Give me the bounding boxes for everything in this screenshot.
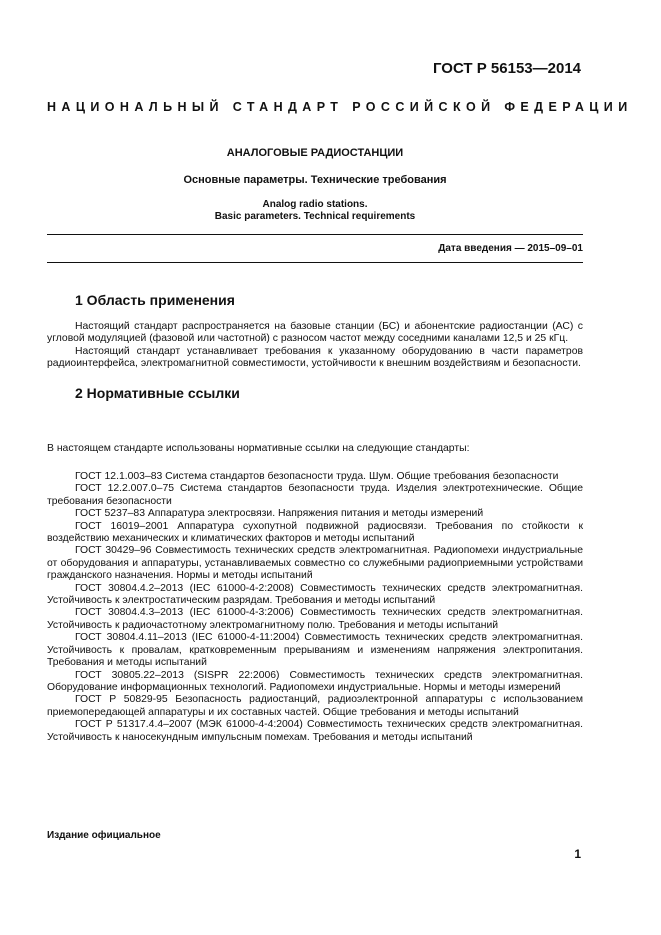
reference-item: ГОСТ Р 51317.4.4–2007 (МЭК 61000-4-4:2004) Совместимость технических средств электромагнитная. Устойчивость к наносекундным импульсным помехам. Требования и методы испытаний <box>47 719 583 743</box>
national-standard-heading: НАЦИОНАЛЬНЫЙ СТАНДАРТ РОССИЙСКОЙ ФЕДЕРАЦИИ <box>47 100 633 114</box>
date-divider <box>47 262 583 263</box>
normative-references-list <box>47 471 583 744</box>
english-title-line-1: Analog radio stations. <box>262 199 368 210</box>
reference-item: ГОСТ 30429–96 Совместимость технических средств электромагнитная. Радиопомехи индустриальные от оборудования и аппаратуры, устанавливаемых совместно со служебными радиоприемными устройствами гражданского назначения. Нормы и методы испытаний <box>47 545 583 582</box>
section-1-paragraph: Настоящий стандарт устанавливает требования к указанному оборудованию в части параметров радиоинтерфейса, электромагнитной совместимости, устойчивости к внешним воздействиям и безопасности. <box>47 345 583 370</box>
reference-item: ГОСТ 30804.4.2–2013 (IEC 61000-4-2:2008) Совместимость технических средств электромагнитная. Устойчивость к электростатическим разрядам. Требования и методы испытаний <box>47 582 583 607</box>
reference-item: ГОСТ 30804.4.3–2013 (IEC 61000-4-3:2006) Совместимость технических средств электромагнитная. Устойчивость к радиочастотному электромагнитному полю. Требования и методы испытаний <box>47 607 583 631</box>
reference-item: ГОСТ 5237–83 Аппаратура электросвязи. Напряжения питания и методы измерений <box>75 508 484 520</box>
document-title: АНАЛОГОВЫЕ РАДИОСТАНЦИИ <box>226 147 404 159</box>
english-title-line-2: Basic parameters. Technical requirements <box>214 211 416 222</box>
reference-item: ГОСТ 12.2.007.0–75 Система стандартов безопасности труда. Изделия электротехнические. Общие требования безопасности <box>47 483 583 507</box>
section-2-intro: В настоящем стандарте использованы нормативные ссылки на следующие стандарты: <box>47 443 470 454</box>
introduction-date: Дата введения — 2015–09–01 <box>438 243 583 254</box>
standard-number: ГОСТ Р 56153—2014 <box>432 60 581 77</box>
reference-item: ГОСТ Р 50829-95 Безопасность радиостанций, радиоэлектронной аппаратуры с использованием приемопередающей аппаратуры и их составных частей. Общие требования и методы испытаний <box>47 694 583 718</box>
section-1-body <box>47 321 583 371</box>
title-divider <box>47 234 583 235</box>
english-title <box>47 199 583 223</box>
section-1-paragraph: Настоящий стандарт распространяется на базовые станции (БС) и абонентские радиостанции (АС) с угловой модуляцией (фазовой или частотной) с разносом частот между соседними каналами 12,5 и 25 кГц. <box>47 321 583 345</box>
section-2-heading: 2 Нормативные ссылки <box>75 385 240 401</box>
document-subtitle: Основные параметры. Технические требования <box>183 174 447 186</box>
reference-item: ГОСТ 30804.4.11–2013 (IEC 61000-4-11:2004) Совместимость технических средств электромагнитная. Устойчивость к провалам, кратковременным прерываниям и изменениям напряжения электропитания. Требования и методы испытаний <box>47 632 583 669</box>
reference-item: ГОСТ 12.1.003–83 Система стандартов безопасности труда. Шум. Общие требования безопасности <box>75 471 559 482</box>
reference-item: ГОСТ 16019–2001 Аппаратура сухопутной подвижной радиосвязи. Требования по стойкости к воздействию механических и климатических факторов и методы испытаний <box>47 520 583 545</box>
official-edition-note: Издание официальное <box>47 830 161 841</box>
section-1-heading: 1 Область применения <box>75 292 235 308</box>
reference-item: ГОСТ 30805.22–2013 (SISPR 22:2006) Совместимость технических средств электромагнитная. Оборудование информационных технологий. Радиопомехи индустриальные. Нормы и методы измерений <box>47 669 583 693</box>
page-number: 1 <box>574 847 581 861</box>
